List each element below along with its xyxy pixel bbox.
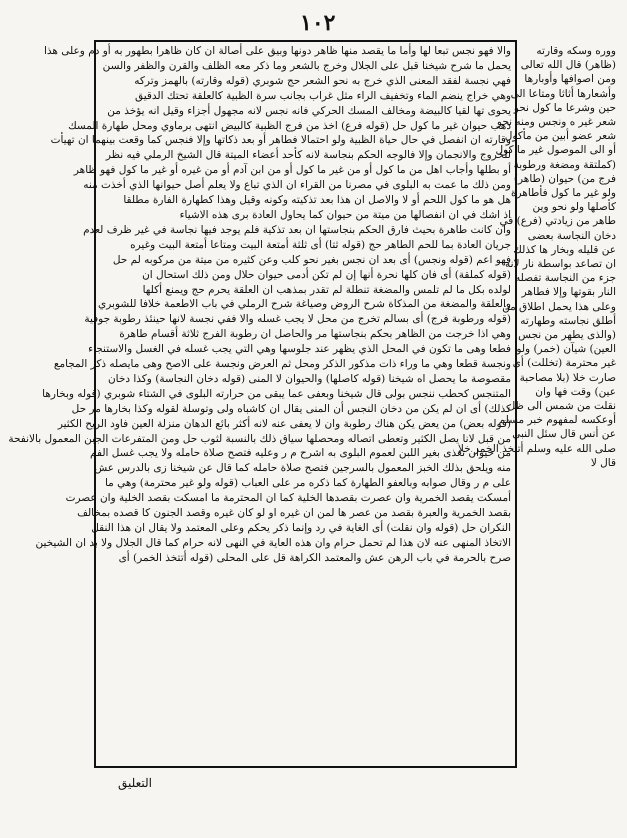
margin-line: ولو غير ما كول فأطاهرة [511,187,616,200]
margin-line: (والذى يطهر من نجس [518,329,616,342]
margin-line: شعر عضو أبين من مأكول [504,130,616,143]
text-line: (قوله ورطوبة فرج) أى بسالم تخرج من محل لا يجب غسله والا ففي نجسة لانها حينئذ رطوبة جوفية [84,313,511,326]
text-line: فهو اعم (قوله ونجس) أى بعد ان نجس بغير نحو كلب وعن كثيره من ميتة من مركوبه لم حل [112,253,511,266]
margin-line: طاهر من زيادتي (فرع) في [499,215,616,228]
margin-line: نقلت من شمس الى ظل [507,400,616,413]
text-line: (قوله كملقة) أى فان كلها نحرة أنها إن لم تكن أدمى حيوان حلال ومن ذلك استحال ان [142,268,511,281]
text-line: المتنجس كحطب ننجس بولى قال شيخنا وبعفى عما يبقى من حرارته البلوى في الشتاء شوبري (قوله وبخارها [42,387,511,400]
text-line: للخروج والانجمان وإلا فالوجه الحكم بنجاسة لانه كأحد أعضاء الميتة قال الشيخ الرملي فيه نظر [105,149,511,162]
margin-line: صلى الله عليه وسلم أتتخذ الخمر خلا [457,442,616,455]
text-line: منه ويلحق بذلك الخبز المعمول بالسرجين فتصح صلاة حامله كما قال عن شيخنا زى بالدرس عش [94,462,511,475]
main-commentary-text [8,44,511,762]
text-line: من حيوان تغذى بغير اللبن لعموم البلوى به اشرح م ر وعليه فتصح صلاة حامله ولا يجب غسل الفم [90,447,511,460]
text-line: فهي نجسة لفقد المعنى الذي خرج به نحو الشعر حج شوبري (قوله وقارته) بالهمز وتركه [134,74,511,87]
catchword: التعليق [118,776,153,790]
margin-line: شعر غير ه ونجس ومنه نحو [496,116,616,129]
margin-line: أطلق نجاسته وطهارته [520,314,616,327]
text-line: صرح بالحرمة في باب الرهن عش والمعتمد الكراهة قل على المحلى (قوله أتتخذ الخمر) أى [118,551,511,564]
text-line: وهي خراج ينضم الماء وتخفيف الراء مثل غراب بجانب سرة الظبية كالعلقة تحتك الدقيق [134,89,511,102]
text-line: يحوى تها لقيا كالبيضة ومخالف المسك الحركي فانه نجس لانه مجهول أجزاء وقيل انه يؤخذ من [107,104,511,117]
text-line: وقارته ان انفصل في حال حياة الظبية ولو احتمالا فطاهر أو بعد ذكاتها وإلا فنجس كما وقعت بينهما ان تهيأت [50,134,511,147]
margin-line: عن أنس قال سئل النبي [512,428,616,441]
text-line: ومن ذلك ما عمت به البلوى في مصرنا من القراء ان الذي تباع ولا يعلم أصل حيوانها الذي أخذت منه [83,179,511,192]
margin-line: غير محترمة (تخللت) أى [512,357,616,370]
text-line: وهي اذا خرجت من الظاهر بحكم بنجاستها مر والحاصل ان رطوبة الفرج ثلاثة أقسام طاهرة [119,328,511,341]
text-line: وان كانت طاهرة بحيث فارق الحكم بنجاستها ان بعد تذكية فلم يوجد فيها نجاسة في غير ظرف لعدم [83,223,511,236]
margin-line: جزء من النجاسة تفصله [515,272,616,285]
margin-line: النار بقوتها وإلا فطاهر [521,286,616,299]
text-line: ذهب حيوان غير ما كول حل (قوله فرع) اخذ من فرج الظبية كالبيض انتهى برماوي ومحل طهارة المسك [68,119,511,132]
text-line: بقصد الخمرية والعبرة بقصد من عصر ها لمن ان غيره او لو كان غيره وقصد الجنون كا قصده بمخالف [77,507,511,520]
margin-line: حين وشرعا ما كول نحو [513,101,616,114]
text-line: هل هو ما كول اللحم أو لا والاصل ان هذا بعد تذكيته وكونه وقيل وهذا كطهارة الفارة مطلقا [123,194,511,207]
page-number: ١٠٢ [300,10,336,36]
margin-line: أوعكسه لمفهوم خبر مسلم [498,414,616,427]
margin-line: عين) وقت فها وان [535,385,616,398]
text-line: مقصوصة ما يحصل اه شيخنا (قوله كاصلها) والحيوان لا المنى (قوله دخان النجاسة) وكذا دخان [107,372,511,385]
margin-commentary [457,44,616,754]
text-line: جريان العادة بما للحم الطاهر حج (قوله ثتا) أى ثلثة أمتعة البيت ومتاعا أمتعة البيت وغيره [130,238,511,251]
margin-line: (كملتقة ومضغة ورطوبة [513,158,616,171]
text-line: والا فهو نجس تبعا لها وأما ما يقصد منها ظاهر دونها وبيق على أصالة ان كان ظاهرا بطهور به أو دم وعلى هذا [43,45,511,57]
text-line: فطعا وهى ما تكون في المحل الذي يظهر عند جلوسها وهي التي يجب غسله في الغسل والاستنجاء [88,343,511,356]
text-line: اذ اشك في ان انفصالها من ميتة من حيوان كما يحاول العادة برى هذه الاشياء [179,208,511,221]
text-line: كذلك) أى ان لم يكن من دخان النجس أن المنى يقال ان كاشباه ولى وتوسلة لقوله وكذا بخارها مر حل [71,402,511,415]
margin-line: عن قليله وبخار ها كذلك [513,243,616,256]
text-line: (قوله بعض) من يعض يكن هناك رطوبة وان لا يعفى عنه لانه أكثر بائع الدهان منزلة العين فاود الريح الكثير [57,417,511,430]
margin-line: ووره وسكه وقارته [536,45,616,57]
text-line: على م ر وقال صوابه وبالعفو الطهارة كما ذكره مر على العباب (قوله ولو غير محترمة) وهي ما [104,477,511,490]
margin-line: ومن اصوافها وأوبارها [524,73,616,86]
text-line: النكران حل (قوله وان نقلت) أى الغاية في رد وإنما ذكر يحكم وعلى المعتمد ولا يقال ان هذا النقل [91,522,511,534]
margin-line: وعلى هذا يحمل اطلاق من [502,300,616,313]
margin-line: كأصلها ولو نحو وين [532,201,616,214]
text-line: لولده بكل ما لم تلمس والمضغة تنطلة لم تقدر بمذهب ان العلقة يحرم حج ويمنع أكلها [142,283,511,296]
text-line: والعلقة والمضغة من المذكاة شرح الروض وصياغة شرح الرملي في باب الاطعمة خلافا للشوبري [98,298,511,311]
text-line: الاتخاذ المنهى عنه لان هذا لم تحمل حرام وان هذه العاية في النهى لانه حرام كما قال الجلال ولا بد ان الشيخين [35,536,511,549]
text-line: من قبل لانا يصل الكثير وتعطى اتصاله ومحصلها سياق ذلك بالنسبة لثوب حل ومن المتفرعات الجبن المعمول بالانفحة [8,432,511,445]
margin-line: ان تصاعد بواسطة نار لانه [504,258,616,271]
text-line: أو بطلها وأجاب اهل من ما كول أو من غير ما كول أو من ابن آدم أو من غيره أو غير ما كول فهو ظاهر [73,164,511,177]
text-line: يحمل ما شرح شيخنا قبل على الجلال وخرج بالشعر وما ذكر معه الظلف والقرن والظفر والسن [102,59,511,72]
margin-line: أو الى الموصول غير ما كول [495,144,616,157]
margin-line: دخان النجاسة بعضى [527,229,616,242]
margin-line: فرج من) حيوان (طاهر) [513,172,616,185]
margin-line: (ظاهر) قال الله تعالى [520,59,616,72]
margin-line: صارت خلا (بلا مصاحبة [519,371,616,384]
text-line: أمسكت يقصد الخمرية وان عصرت بقصدها الخلية كما ان المحترمة ما امسكت بقصد الخلية وان عصرت [65,492,511,505]
margin-line: قال لا [590,456,616,469]
text-line: ونجسة قطعا وهي ما وراء ذات مذكور الذكر ومحل ثم العرض ونجسة على الاصح وهى مايصله ذكر المجامع [53,358,511,371]
margin-line: العين) شيآن (خمر) ولو [516,343,616,356]
margin-line: وأشعارها أثاثا ومتاعا الى [510,87,616,100]
